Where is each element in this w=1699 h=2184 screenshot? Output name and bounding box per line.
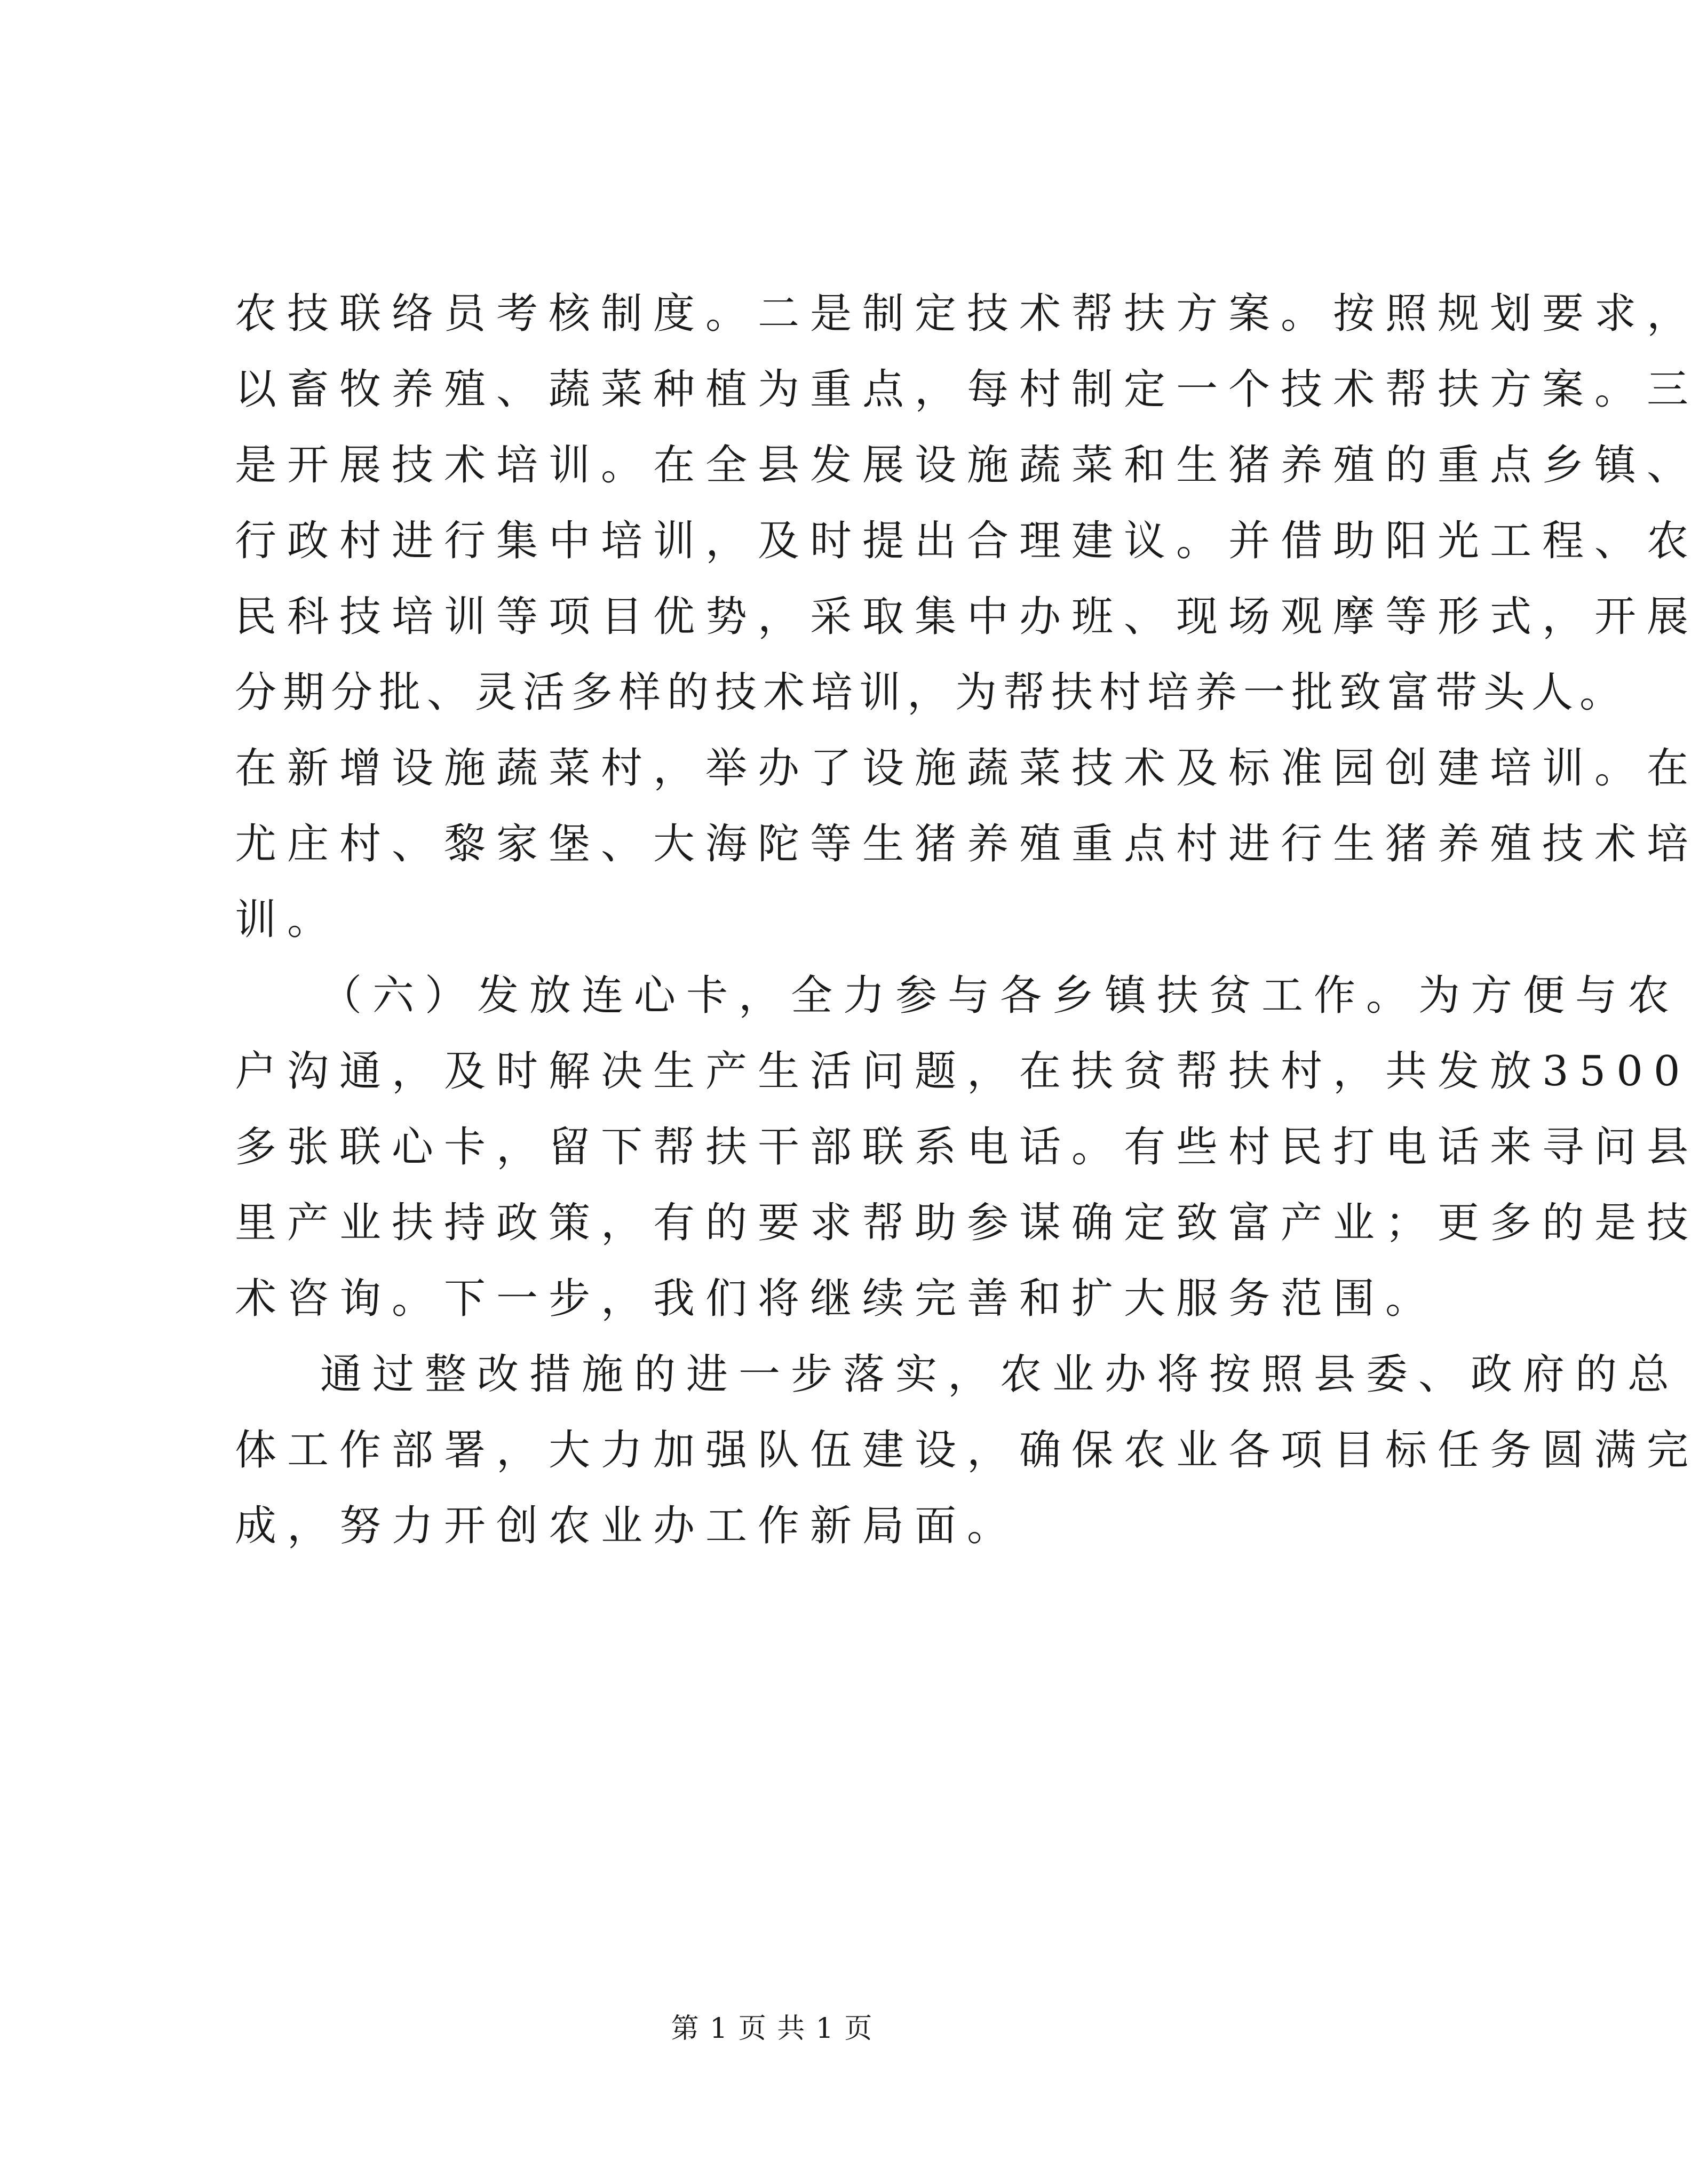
text-line: 术咨询。下一步，我们将继续完善和扩大服务范围。: [235, 1275, 1438, 1323]
text-line: 农技联络员考核制度。二是制定技术帮扶方案。按照规划要求，: [235, 290, 1699, 338]
page-number-footer: 第 1 页 共 1 页: [671, 2013, 874, 2045]
text-line: 户沟通，及时解决生产生活问题，在扶贫帮扶村，共发放3500: [235, 1047, 1691, 1095]
text-line: 行政村进行集中培训，及时提出合理建议。并借助阳光工程、农: [235, 517, 1699, 565]
text-line: 以畜牧养殖、蔬菜种植为重点，每村制定一个技术帮扶方案。三: [235, 366, 1699, 414]
text-line: 里产业扶持政策，有的要求帮助参谋确定致富产业；更多的是技: [235, 1199, 1699, 1247]
text-line: 训。: [235, 896, 340, 944]
document-body: [235, 288, 1699, 1576]
text-line: 在新增设施蔬菜村，举办了设施蔬菜技术及标准园创建培训。在: [235, 744, 1699, 792]
text-line: 是开展技术培训。在全县发展设施蔬菜和生猪养殖的重点乡镇、: [235, 441, 1699, 489]
paragraph-heading-line: （六）发放连心卡，全力参与各乡镇扶贫工作。为方便与农: [320, 972, 1680, 1020]
text-line: 成，努力开创农业办工作新局面。: [235, 1502, 1020, 1550]
paragraph-start-line: 通过整改措施的进一步落实，农业办将按照县委、政府的总: [320, 1351, 1680, 1399]
text-line: 多张联心卡，留下帮扶干部联系电话。有些村民打电话来寻问县: [235, 1123, 1699, 1171]
text-line: 分期分批、灵活多样的技术培训，为帮扶村培养一批致富带头人。: [235, 669, 1628, 717]
text-line: 民科技培训等项目优势，采取集中办班、现场观摩等形式，开展: [235, 593, 1699, 641]
text-line: 尤庄村、黎家堡、大海陀等生猪养殖重点村进行生猪养殖技术培: [235, 820, 1699, 868]
text-line: 体工作部署，大力加强队伍建设，确保农业各项目标任务圆满完: [235, 1426, 1699, 1474]
